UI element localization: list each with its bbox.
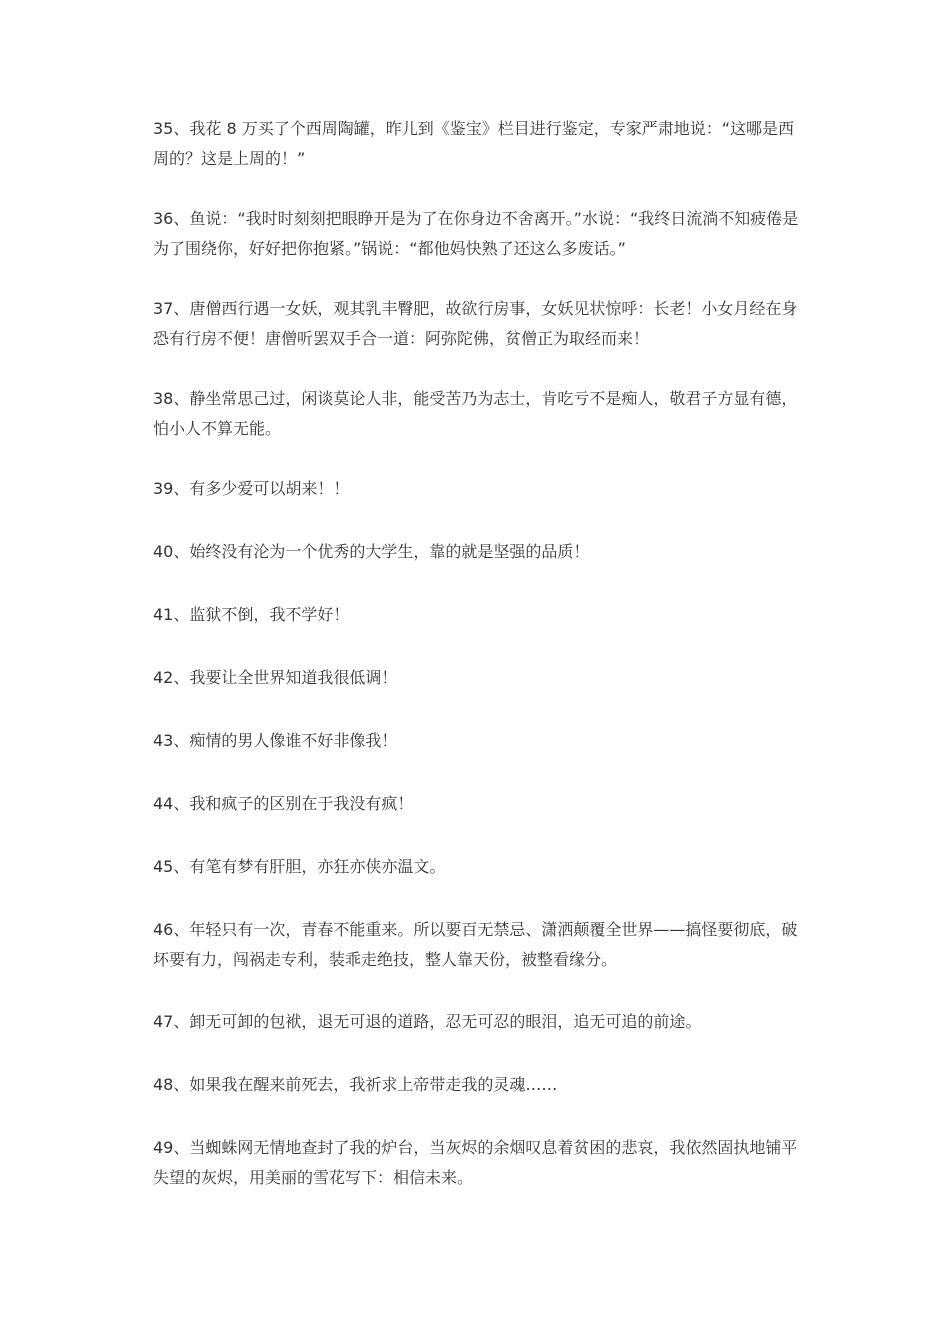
paragraph-36: 36、鱼说：“我时时刻刻把眼睁开是为了在你身边不舍离开。”水说：“我终日流淌不知疲倦是为了围绕你，好好把你抱紧。”锅说：“都他妈快熟了还这么多废话。”	[153, 209, 799, 258]
paragraph-48: 48、如果我在醒来前死去，我祈求上帝带走我的灵魂……	[153, 1075, 558, 1094]
paragraph-38: 38、静坐常思己过，闲谈莫论人非，能受苦乃为志士，肯吃亏不是痴人，敬君子方显有德，怕小人不算无能。	[153, 389, 798, 438]
paragraph-45: 45、有笔有梦有肝胆，亦狂亦侠亦温文。	[153, 857, 446, 876]
paragraph-35: 35、我花 8 万买了个西周陶罐，昨儿到《鉴宝》栏目进行鉴定，专家严肃地说：“这哪是西周的？这是上周的！”	[153, 119, 795, 168]
paragraph-47: 47、卸无可卸的包袱，退无可退的道路，忍无可忍的眼泪，追无可追的前途。	[153, 1012, 702, 1031]
paragraph-37: 37、唐僧西行遇一女妖，观其乳丰臀肥，故欲行房事，女妖见状惊呼：长老！小女月经在身恐有行房不便！唐僧听罢双手合一道：阿弥陀佛，贫僧正为取经而来！	[153, 299, 798, 348]
paragraph-49: 49、当蜘蛛网无情地查封了我的炉台，当灰烬的余烟叹息着贫困的悲哀，我依然固执地铺平失望的灰烬，用美丽的雪花写下：相信未来。	[153, 1138, 798, 1187]
paragraph-44: 44、我和疯子的区别在于我没有疯！	[153, 794, 414, 813]
paragraph-40: 40、始终没有沦为一个优秀的大学生，靠的就是坚强的品质！	[153, 542, 590, 561]
paragraph-46: 46、年轻只有一次，青春不能重来。所以要百无禁忌、潇洒颠覆全世界——搞怪要彻底，破坏要有力，闯祸走专利，装乖走绝技，整人靠天份，被整看缘分。	[153, 920, 798, 969]
paragraph-43: 43、痴情的男人像谁不好非像我！	[153, 731, 398, 750]
paragraph-39: 39、有多少爱可以胡来！！	[153, 479, 350, 498]
paragraph-42: 42、我要让全世界知道我很低调！	[153, 668, 398, 687]
paragraph-41: 41、监狱不倒，我不学好！	[153, 605, 350, 624]
